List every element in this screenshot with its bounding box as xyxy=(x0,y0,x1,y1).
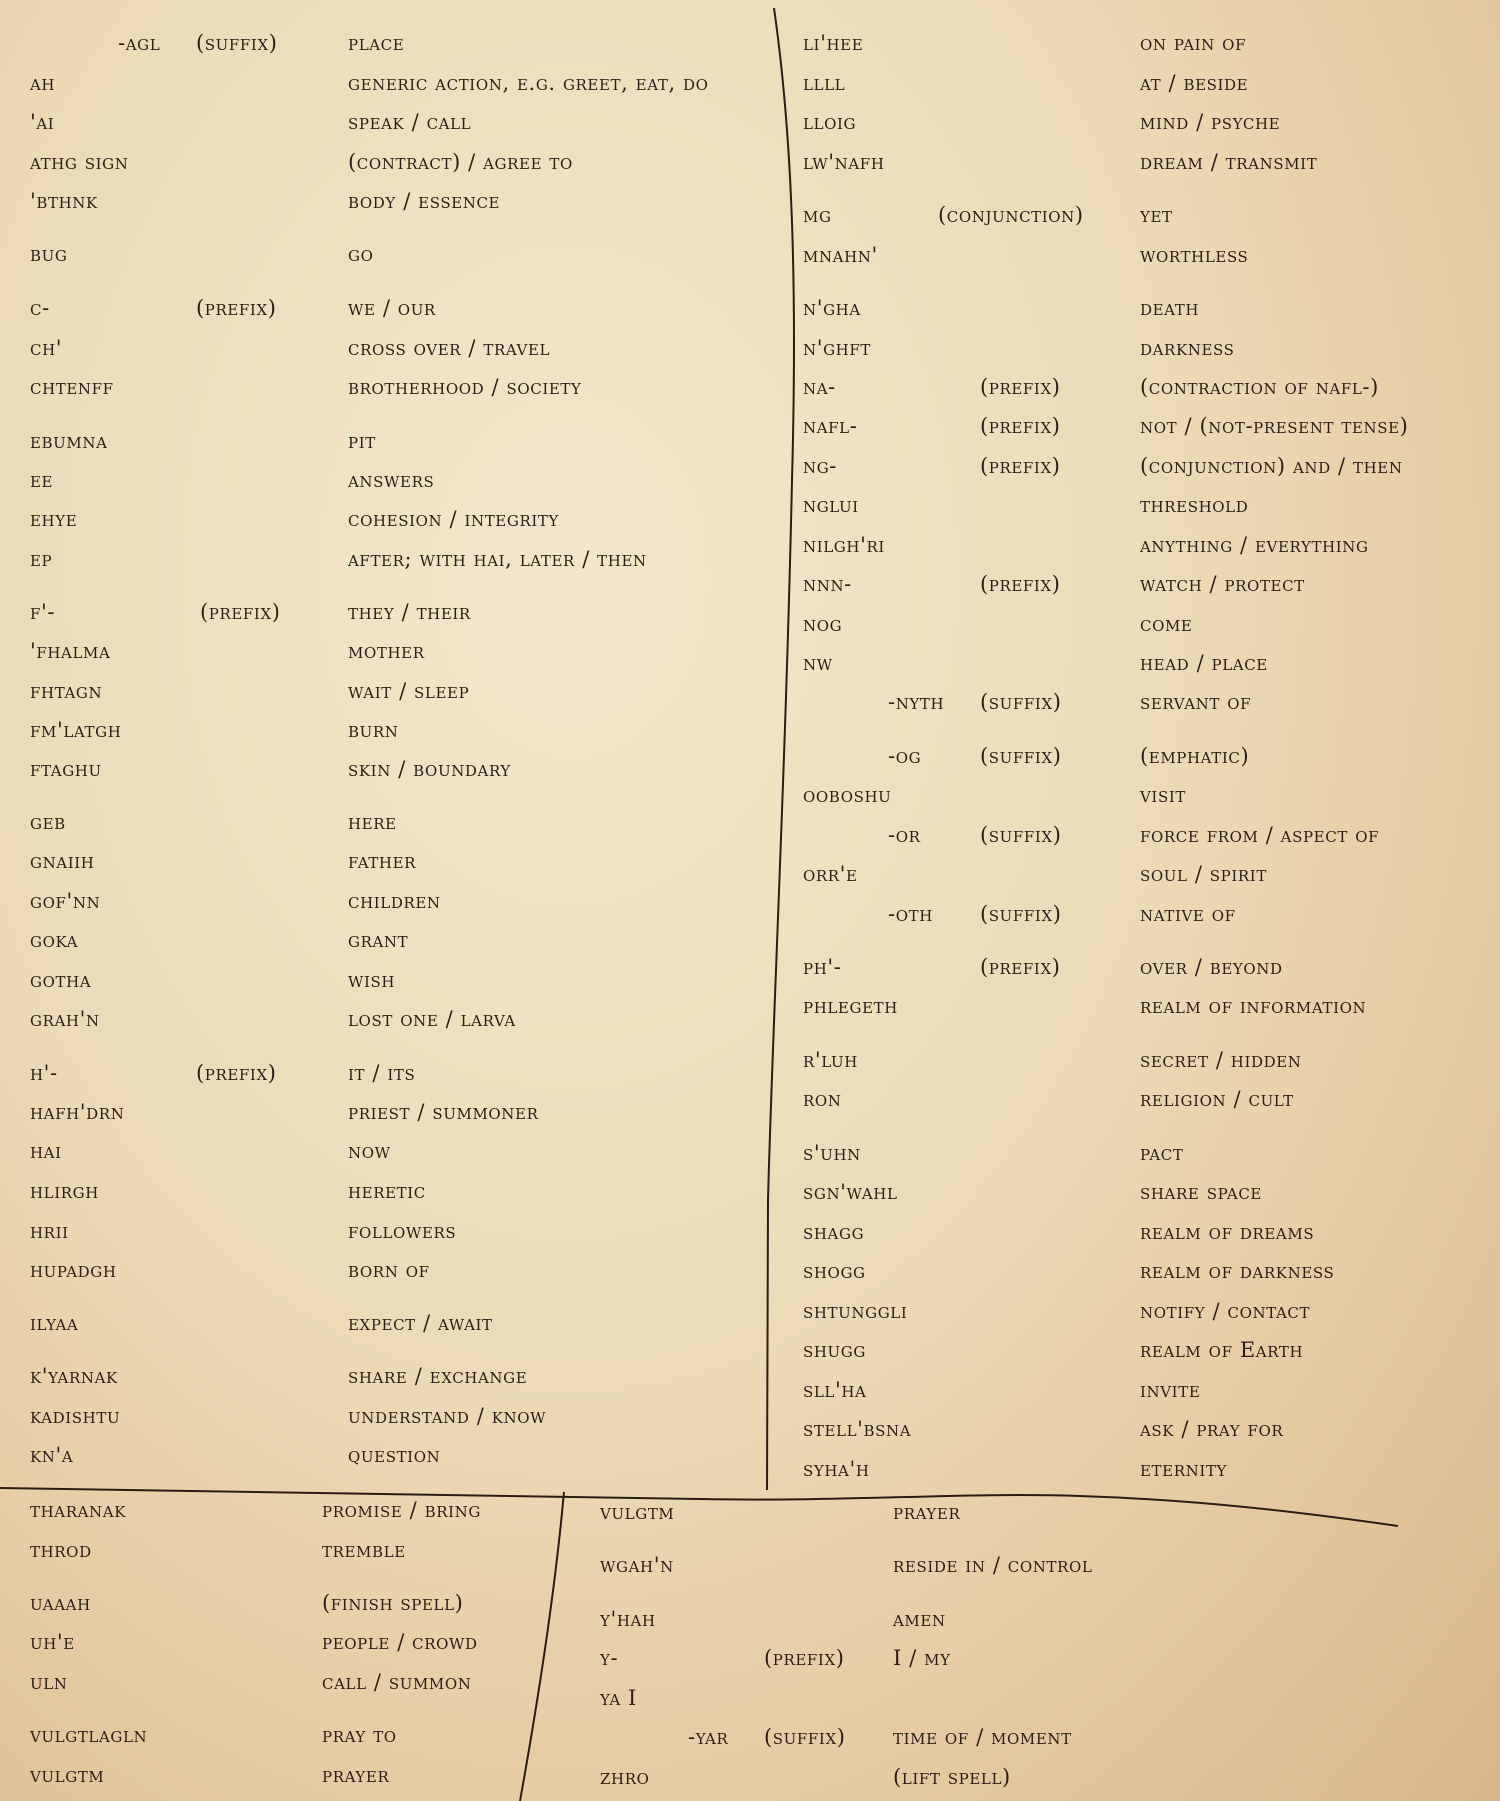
entry-word: li'hee xyxy=(803,31,864,55)
entry-word: ep xyxy=(30,547,53,571)
horizontal-divider xyxy=(0,1488,1398,1526)
entry-word: h'- xyxy=(30,1061,58,1085)
entry-meaning: lost one / larva xyxy=(348,1007,516,1031)
entry-word: shogg xyxy=(803,1259,866,1283)
entry-meaning: time of / moment xyxy=(893,1725,1072,1749)
entry-word: y'hah xyxy=(600,1607,656,1631)
entry-meaning: mother xyxy=(348,639,425,663)
entry-word: shagg xyxy=(803,1220,865,1244)
entry-word: ilyaa xyxy=(30,1311,79,1335)
entry-meaning: heretic xyxy=(348,1179,426,1203)
entry-tag: (prefix) xyxy=(980,414,1061,438)
entry-meaning: realm of darkness xyxy=(1140,1259,1335,1283)
entry-word: ebumna xyxy=(30,429,108,453)
entry-meaning: generic action, e.g. greet, eat, do xyxy=(348,71,709,95)
entry-meaning: tremble xyxy=(322,1538,406,1562)
entry-word: vulgtm xyxy=(600,1500,675,1524)
entry-meaning: come xyxy=(1140,612,1193,636)
entry-word: hai xyxy=(30,1139,62,1163)
entry-meaning: brotherhood / society xyxy=(348,375,582,399)
entry-word: athg sign xyxy=(30,150,129,174)
entry-meaning: understand / know xyxy=(348,1404,547,1428)
entry-meaning: place xyxy=(348,31,405,55)
entry-word: wgah'n xyxy=(600,1553,674,1577)
entry-word: bug xyxy=(30,242,68,266)
entry-meaning: share / exchange xyxy=(348,1364,528,1388)
entry-tag: (suffix) xyxy=(980,823,1062,847)
entry-word: hrii xyxy=(30,1219,69,1243)
entry-word: 'ai xyxy=(30,110,55,134)
entry-word: throd xyxy=(30,1538,92,1562)
entry-word: n'ghft xyxy=(803,336,871,360)
entry-word: tharanak xyxy=(30,1498,127,1522)
entry-word: gnaiih xyxy=(30,849,95,873)
entry-meaning: wait / sleep xyxy=(348,679,470,703)
entry-word: vulgtm xyxy=(30,1763,105,1787)
entry-tag: (suffix) xyxy=(980,744,1062,768)
entry-word: n'gha xyxy=(803,296,861,320)
entry-tag: (prefix) xyxy=(196,1061,277,1085)
entry-word: sll'ha xyxy=(803,1378,867,1402)
entry-meaning: over / beyond xyxy=(1140,955,1283,979)
entry-meaning: promise / bring xyxy=(322,1498,481,1522)
entry-meaning: eternity xyxy=(1140,1457,1227,1481)
entry-word: syha'h xyxy=(803,1457,870,1481)
entry-meaning: amen xyxy=(893,1607,946,1631)
entry-word: hlirgh xyxy=(30,1179,99,1203)
entry-meaning: realm of Earth xyxy=(1140,1338,1304,1362)
vertical-divider-top xyxy=(767,8,794,1490)
entry-word: nw xyxy=(803,651,833,675)
entry-meaning: priest / summoner xyxy=(348,1100,539,1124)
entry-word: nilgh'ri xyxy=(803,533,885,557)
entry-meaning: (lift spell) xyxy=(893,1765,1011,1789)
entry-meaning: (emphatic) xyxy=(1140,744,1250,768)
entry-tag: (suffix) xyxy=(764,1725,846,1749)
entry-word: lw'nafh xyxy=(803,150,885,174)
entry-word: mnahn' xyxy=(803,243,878,267)
entry-meaning: prayer xyxy=(893,1500,961,1524)
entry-tag: (prefix) xyxy=(980,955,1061,979)
entry-meaning: share space xyxy=(1140,1180,1262,1204)
entry-meaning: (finish spell) xyxy=(322,1591,464,1615)
entry-meaning: pit xyxy=(348,429,376,453)
entry-word: uh'e xyxy=(30,1630,75,1654)
entry-word: chtenff xyxy=(30,375,114,399)
entry-meaning: visit xyxy=(1140,783,1186,807)
entry-meaning: head / place xyxy=(1140,651,1268,675)
entry-word: sgn'wahl xyxy=(803,1180,898,1204)
entry-word: mg xyxy=(803,203,832,227)
entry-meaning: cross over / travel xyxy=(348,336,551,360)
entry-meaning: darkness xyxy=(1140,336,1235,360)
entry-word: na- xyxy=(803,375,836,399)
entry-word: gotha xyxy=(30,968,92,992)
entry-meaning: yet xyxy=(1140,203,1173,227)
entry-word: ng- xyxy=(803,454,838,478)
entry-word: ee xyxy=(30,468,54,492)
entry-meaning: (contraction of nafl-) xyxy=(1140,375,1379,399)
entry-word: llll xyxy=(803,71,846,95)
entry-meaning: worthless xyxy=(1140,243,1249,267)
entry-meaning: pact xyxy=(1140,1141,1184,1165)
entry-meaning: children xyxy=(348,889,441,913)
entry-word: kadishtu xyxy=(30,1404,121,1428)
entry-word: -or xyxy=(888,823,921,847)
entry-word: ph'- xyxy=(803,955,842,979)
entry-tag: (suffix) xyxy=(196,31,278,55)
entry-word: goka xyxy=(30,928,79,952)
entry-meaning: (contract) / agree to xyxy=(348,150,573,174)
entry-word: c- xyxy=(30,296,50,320)
entry-word: -agl xyxy=(118,31,161,55)
entry-meaning: after; with hai, later / then xyxy=(348,547,647,571)
entry-word: ah xyxy=(30,71,56,95)
entry-word: nog xyxy=(803,612,843,636)
entry-meaning: question xyxy=(348,1443,441,1467)
entry-word: fm'latgh xyxy=(30,718,122,742)
entry-meaning: prayer xyxy=(322,1763,390,1787)
entry-word: -oth xyxy=(888,902,933,926)
entry-meaning: body / essence xyxy=(348,189,501,213)
entry-meaning: skin / boundary xyxy=(348,757,511,781)
entry-word: ftaghu xyxy=(30,757,102,781)
entry-word: fhtagn xyxy=(30,679,103,703)
entry-word: lloig xyxy=(803,110,857,134)
entry-meaning: threshold xyxy=(1140,493,1249,517)
entry-meaning: people / crowd xyxy=(322,1630,478,1654)
entry-meaning: go xyxy=(348,242,374,266)
entry-word: hafh'drn xyxy=(30,1100,125,1124)
entry-meaning: grant xyxy=(348,928,409,952)
entry-meaning: religion / cult xyxy=(1140,1087,1294,1111)
entry-word: orr'e xyxy=(803,862,858,886)
entry-meaning: I / my xyxy=(893,1646,951,1670)
entry-word: y- xyxy=(600,1646,619,1670)
entry-word: s'uhn xyxy=(803,1141,861,1165)
entry-tag: (suffix) xyxy=(980,690,1062,714)
entry-word: nglui xyxy=(803,493,859,517)
entry-meaning: at / beside xyxy=(1140,71,1249,95)
entry-meaning: realm of information xyxy=(1140,994,1367,1018)
entry-word: f'- xyxy=(30,600,56,624)
entry-meaning: notify / contact xyxy=(1140,1299,1311,1323)
entry-word: ron xyxy=(803,1087,842,1111)
entry-meaning: (conjunction) and / then xyxy=(1140,454,1403,478)
entry-meaning: speak / call xyxy=(348,110,472,134)
entry-meaning: watch / protect xyxy=(1140,572,1305,596)
entry-meaning: realm of dreams xyxy=(1140,1220,1315,1244)
entry-meaning: dream / transmit xyxy=(1140,150,1318,174)
entry-word: -yar xyxy=(688,1725,729,1749)
entry-meaning: here xyxy=(348,810,397,834)
entry-meaning: pray to xyxy=(322,1723,397,1747)
entry-meaning: call / summon xyxy=(322,1670,472,1694)
entry-word: 'bthnk xyxy=(30,189,98,213)
entry-word: gof'nn xyxy=(30,889,101,913)
entry-meaning: mind / psyche xyxy=(1140,110,1281,134)
entry-word: vulgtlagln xyxy=(30,1723,148,1747)
entry-meaning: now xyxy=(348,1139,391,1163)
entry-meaning: they / their xyxy=(348,600,471,624)
entry-word: ehye xyxy=(30,507,78,531)
entry-meaning: anything / everything xyxy=(1140,533,1369,557)
entry-word: uaaah xyxy=(30,1591,91,1615)
entry-word: uln xyxy=(30,1670,68,1694)
entry-meaning: invite xyxy=(1140,1378,1201,1402)
entry-tag: (prefix) xyxy=(200,600,281,624)
entry-word: stell'bsna xyxy=(803,1417,912,1441)
entry-tag: (prefix) xyxy=(196,296,277,320)
vertical-divider-bottom xyxy=(520,1492,564,1801)
entry-word: k'yarnak xyxy=(30,1364,118,1388)
entry-word: nafl- xyxy=(803,414,858,438)
entry-meaning: on pain of xyxy=(1140,31,1247,55)
entry-word: shugg xyxy=(803,1338,866,1362)
entry-meaning: soul / spirit xyxy=(1140,862,1267,886)
entry-meaning: servant of xyxy=(1140,690,1252,714)
entry-word: -nyth xyxy=(888,690,945,714)
entry-word: geb xyxy=(30,810,66,834)
entry-tag: (prefix) xyxy=(980,375,1061,399)
entry-tag: (conjunction) xyxy=(938,203,1084,227)
entry-meaning: father xyxy=(348,849,417,873)
entry-meaning: ask / pray for xyxy=(1140,1417,1284,1441)
entry-word: grah'n xyxy=(30,1007,100,1031)
entry-word: phlegeth xyxy=(803,994,898,1018)
entry-meaning: followers xyxy=(348,1219,457,1243)
entry-word: ooboshu xyxy=(803,783,892,807)
entry-meaning: wish xyxy=(348,968,396,992)
entry-meaning: not / (not-present tense) xyxy=(1140,414,1409,438)
entry-meaning: we / our xyxy=(348,296,436,320)
entry-word: ch' xyxy=(30,336,63,360)
entry-tag: (prefix) xyxy=(764,1646,845,1670)
entry-meaning: cohesion / integrity xyxy=(348,507,559,531)
entry-meaning: expect / await xyxy=(348,1311,493,1335)
entry-word: shtunggli xyxy=(803,1299,908,1323)
entry-word: ya I xyxy=(600,1686,637,1710)
entry-meaning: born of xyxy=(348,1258,430,1282)
entry-meaning: native of xyxy=(1140,902,1236,926)
entry-word: nnn- xyxy=(803,572,852,596)
entry-meaning: secret / hidden xyxy=(1140,1048,1302,1072)
entry-meaning: force from / aspect of xyxy=(1140,823,1380,847)
entry-word: r'luh xyxy=(803,1048,858,1072)
entry-meaning: death xyxy=(1140,296,1200,320)
entry-word: -og xyxy=(888,744,922,768)
entry-meaning: answers xyxy=(348,468,435,492)
entry-word: zhro xyxy=(600,1765,650,1789)
entry-tag: (prefix) xyxy=(980,572,1061,596)
entry-word: hupadgh xyxy=(30,1258,117,1282)
entry-tag: (suffix) xyxy=(980,902,1062,926)
entry-tag: (prefix) xyxy=(980,454,1061,478)
entry-meaning: reside in / control xyxy=(893,1553,1093,1577)
entry-word: kn'a xyxy=(30,1443,74,1467)
entry-meaning: it / its xyxy=(348,1061,416,1085)
entry-meaning: burn xyxy=(348,718,399,742)
entry-word: 'fhalma xyxy=(30,639,111,663)
